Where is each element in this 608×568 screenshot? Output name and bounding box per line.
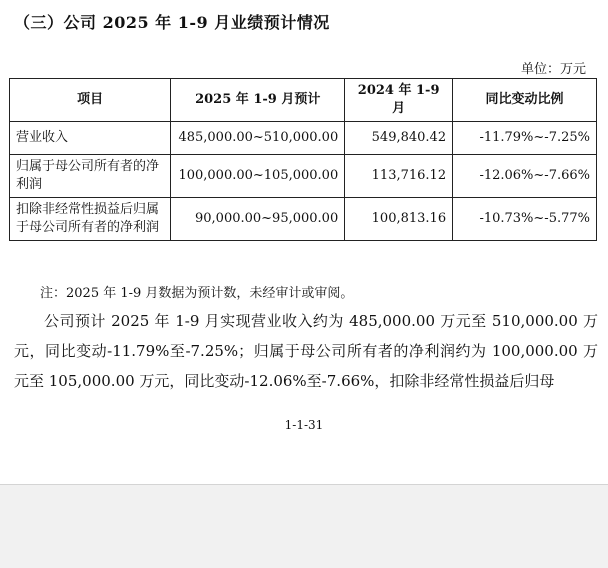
- table-row: [10, 155, 597, 198]
- row-label: 营业收入: [10, 122, 171, 155]
- forecast-table: [9, 78, 597, 241]
- cell-forecast: 90,000.00~95,000.00: [171, 198, 345, 241]
- cell-forecast: 100,000.00~105,000.00: [171, 155, 345, 198]
- header-2024-actual: 2024 年 1-9 月: [345, 79, 453, 122]
- cell-prior: 100,813.16: [345, 198, 453, 241]
- row-label: 归属于母公司所有者的净利润: [10, 155, 171, 198]
- cell-prior: 549,840.42: [345, 122, 453, 155]
- table-note: 注：2025 年 1-9 月数据为预计数，未经审计或审阅。: [40, 286, 354, 301]
- header-item: 项目: [10, 79, 171, 122]
- body-paragraph: 公司预计 2025 年 1-9 月实现营业收入约为 485,000.00 万元至 510,000.00 万元，同比变动-11.79%至-7.25%；归属于母公司所有者的净利润约为 100,000.00 万元至 105,000.00 万元，同比变动-12.06%至-7.66%，扣除非经常性损益后归母: [14, 312, 598, 390]
- page-number: 1-1-31: [284, 418, 324, 432]
- unit-label: 单位：万元: [520, 62, 586, 77]
- cell-forecast: 485,000.00~510,000.00: [171, 122, 345, 155]
- row-label: 扣除非经常性损益后归属于母公司所有者的净利润: [10, 198, 171, 241]
- table-header-row: [10, 79, 597, 122]
- cell-change: -12.06%~-7.66%: [453, 155, 597, 198]
- page-gap: [0, 484, 608, 568]
- header-2025-forecast: 2025 年 1-9 月预计: [171, 79, 345, 122]
- table-row: [10, 198, 597, 241]
- table-row: [10, 122, 597, 155]
- cell-change: -10.73%~-5.77%: [453, 198, 597, 241]
- section-title: （三）公司 2025 年 1-9 月业绩预计情况: [14, 13, 330, 32]
- cell-prior: 113,716.12: [345, 155, 453, 198]
- header-yoy-change: 同比变动比例: [453, 79, 597, 122]
- cell-change: -11.79%~-7.25%: [453, 122, 597, 155]
